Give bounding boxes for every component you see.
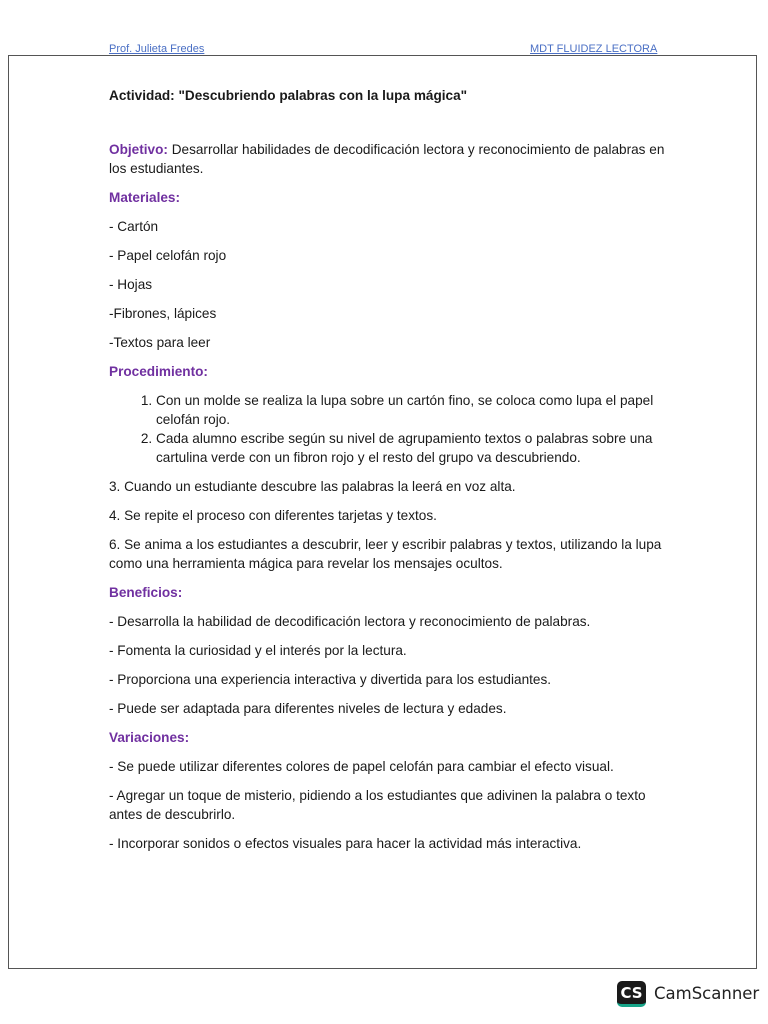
beneficios-heading: Beneficios: (109, 585, 183, 600)
camscanner-logo-icon: CS (617, 981, 646, 1007)
objetivo-label: Objetivo: (109, 142, 168, 157)
procedimiento-step: 1. Con un molde se realiza la lupa sobre un cartón fino, se coloca como lupa el papel celofán rojo. (156, 391, 669, 429)
variaciones-item: - Agregar un toque de misterio, pidiendo a los estudiantes que adivinen la palabra o texto antes de descubrirlo. (109, 788, 646, 822)
camscanner-watermark: CamScanner (654, 984, 760, 1003)
objetivo-paragraph (109, 140, 669, 178)
beneficios-item: - Proporciona una experiencia interactiva y divertida para los estudiantes. (109, 672, 552, 687)
procedimiento-step: 2. Cada alumno escribe según su nivel de agrupamiento textos o palabras sobre una cartulina verde con un fibron rojo y el resto del grupo va descubriendo. (156, 429, 669, 467)
materiales-item: - Papel celofán rojo (109, 248, 227, 263)
materiales-item: -Textos para leer (109, 335, 211, 350)
materiales-item: - Hojas (109, 277, 153, 292)
beneficios-item: - Puede ser adaptada para diferentes niveles de lectura y edades. (109, 701, 507, 716)
header-author: Prof. Julieta Fredes (109, 43, 205, 55)
materiales-heading: Materiales: (109, 190, 181, 205)
variaciones-item: - Se puede utilizar diferentes colores de papel celofán para cambiar el efecto visual. (109, 759, 614, 774)
variaciones-heading: Variaciones: (109, 730, 190, 745)
document-body (109, 86, 669, 863)
variaciones-item: - Incorporar sonidos o efectos visuales para hacer la actividad más interactiva. (109, 836, 582, 851)
procedimiento-step-text: 4. Se repite el proceso con diferentes tarjetas y textos. (109, 508, 437, 523)
activity-title: Actividad: "Descubriendo palabras con la lupa mágica" (109, 88, 468, 103)
beneficios-item: - Fomenta la curiosidad y el interés por la lectura. (109, 643, 407, 658)
beneficios-item: - Desarrolla la habilidad de decodificación lectora y reconocimiento de palabras. (109, 614, 591, 629)
objetivo-text: Desarrollar habilidades de decodificación lectora y reconocimiento de palabras en los estudiantes. (109, 142, 665, 176)
header-doc-title: MDT FLUIDEZ LECTORA (530, 43, 658, 55)
materiales-item: -Fibrones, lápices (109, 306, 217, 321)
procedimiento-heading: Procedimiento: (109, 364, 208, 379)
procedimiento-list (109, 391, 669, 467)
materiales-item: - Cartón (109, 219, 159, 234)
procedimiento-step-text: 3. Cuando un estudiante descubre las palabras la leerá en voz alta. (109, 479, 516, 494)
procedimiento-step-text: 6. Se anima a los estudiantes a descubrir, leer y escribir palabras y textos, utilizando la lupa como una herramienta mágica para revelar los mensajes ocultos. (109, 537, 662, 571)
